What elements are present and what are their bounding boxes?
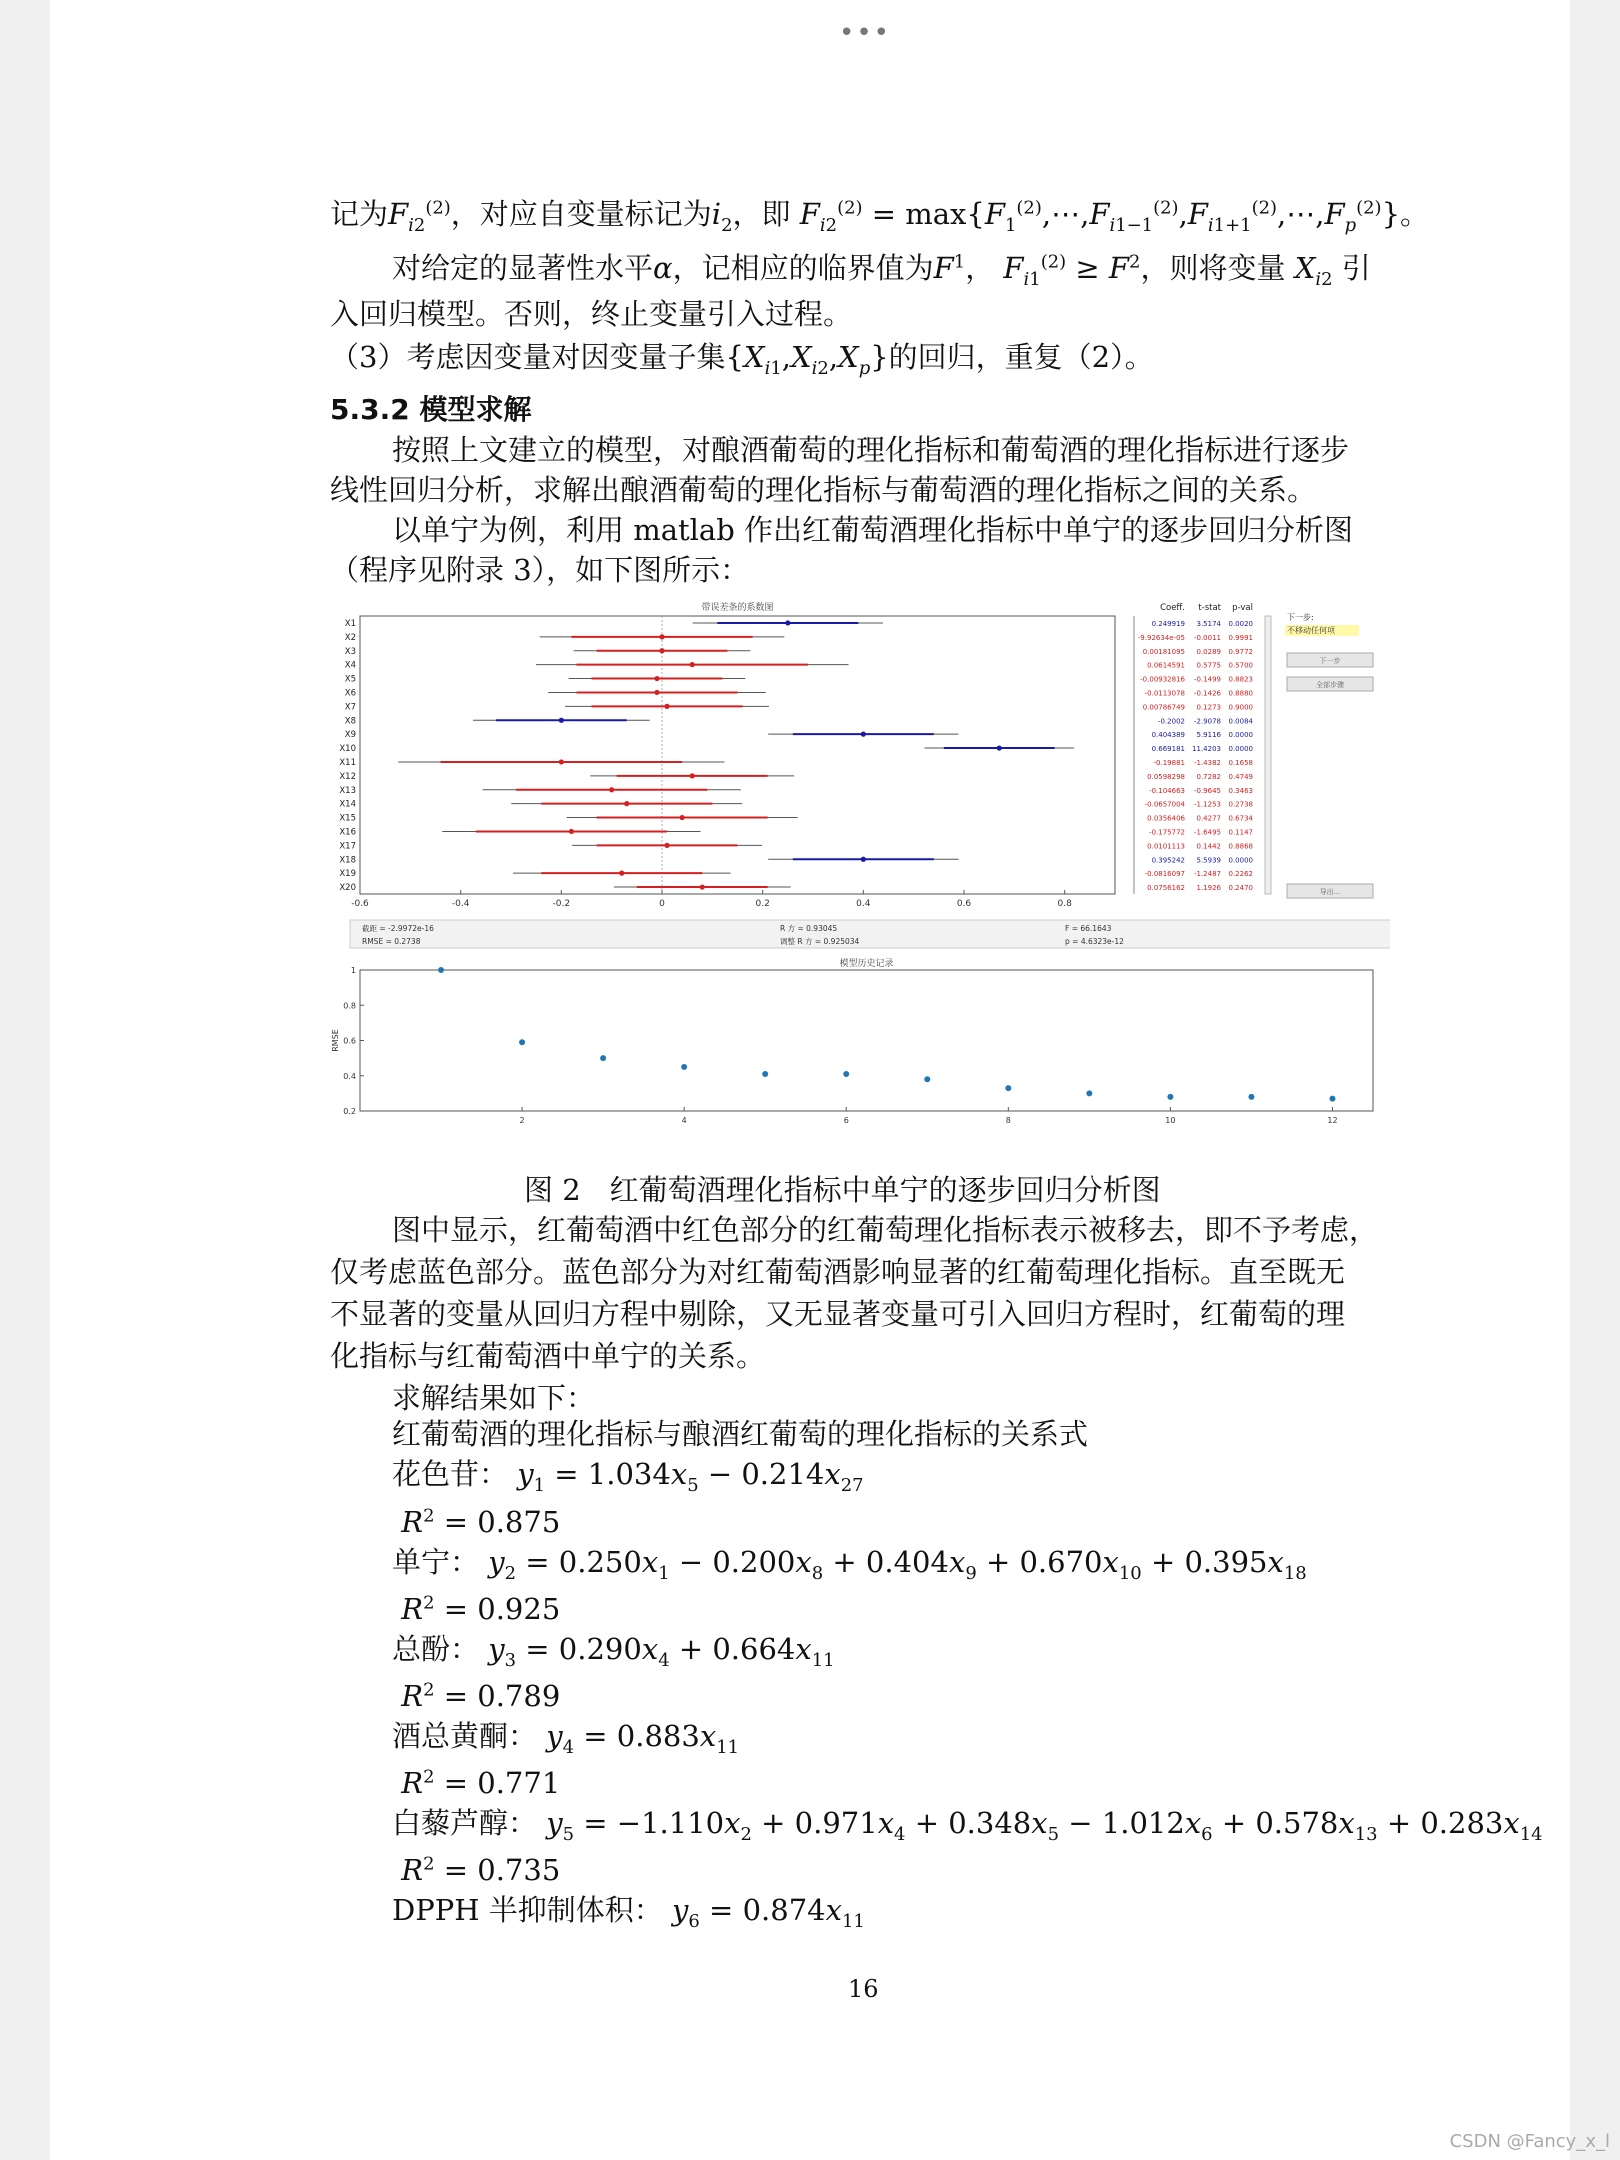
table-cell: 0.6734 bbox=[1228, 814, 1253, 823]
coef-point bbox=[680, 815, 685, 820]
y-tick-label: X20 bbox=[339, 883, 356, 894]
table-cell: -0.104663 bbox=[1149, 786, 1185, 795]
stat-text: p = 4.6323e-12 bbox=[1065, 937, 1124, 946]
x-tick-label: 4 bbox=[681, 1116, 687, 1125]
coefficient-chart bbox=[330, 598, 1390, 950]
x-tick-label: 0.4 bbox=[856, 899, 871, 909]
text-line: 红葡萄酒的理化指标与酿酒红葡萄的理化指标的关系式 bbox=[392, 1417, 1089, 1451]
coef-point bbox=[609, 787, 614, 792]
table-cell: 0.5700 bbox=[1228, 661, 1253, 670]
rmse-point bbox=[1167, 1094, 1173, 1100]
next-step-value: 不移动任何项 bbox=[1287, 626, 1335, 635]
table-cell: -9.92634e-05 bbox=[1137, 633, 1185, 642]
equation: 白藜芦醇： $y_5 = -1.110x_2 + 0.971x_4 + 0.348x_5 - 1.012x_6 + 0.578x_{13} + 0.283x_{14}$ bbox=[392, 1806, 1543, 1845]
y-tick-label: 0.2 bbox=[343, 1107, 356, 1116]
y-tick-label: X10 bbox=[339, 744, 356, 755]
table-cell: -2.9078 bbox=[1193, 717, 1221, 726]
table-cell: -0.1499 bbox=[1193, 675, 1221, 684]
side-button-label: 导出... bbox=[1319, 888, 1341, 896]
coef-point bbox=[861, 732, 866, 737]
rmse-point bbox=[438, 967, 444, 973]
coef-point bbox=[559, 759, 564, 764]
table-cell: 0.9000 bbox=[1228, 703, 1253, 712]
rmse-point bbox=[924, 1076, 930, 1082]
figure-caption: 图 2 红葡萄酒理化指标中单宁的逐步回归分析图 bbox=[524, 1173, 1161, 1207]
plot-frame bbox=[360, 616, 1115, 894]
rmse-point bbox=[600, 1055, 606, 1061]
table-cell: 0.0000 bbox=[1228, 856, 1253, 865]
document-page bbox=[50, 0, 1570, 2160]
table-cell: 0.2262 bbox=[1228, 870, 1253, 879]
y-tick-label: X7 bbox=[344, 702, 356, 713]
y-tick-label: X19 bbox=[339, 869, 356, 880]
table-cell: -0.1426 bbox=[1193, 689, 1221, 698]
text-line: 按照上文建立的模型，对酿酒葡萄的理化指标和葡萄酒的理化指标进行逐步 bbox=[392, 433, 1350, 467]
equation: DPPH 半抑制体积： $y_6 = 0.874x_{11}$ bbox=[392, 1893, 865, 1932]
chart-title: 带误差条的系数图 bbox=[701, 603, 774, 613]
table-cell: 0.2738 bbox=[1228, 800, 1253, 809]
x-tick-label: 10 bbox=[1165, 1116, 1176, 1125]
table-cell: 0.9991 bbox=[1228, 633, 1253, 642]
coef-point bbox=[690, 773, 695, 778]
rmse-point bbox=[1248, 1094, 1254, 1100]
equation: 单宁： $y_2 = 0.250x_1 - 0.200x_8 + 0.404x_9 + 0.670x_{10} + 0.395x_{18}$ bbox=[392, 1545, 1307, 1584]
chart-title: 模型历史记录 bbox=[839, 959, 894, 969]
table-cell: 0.395242 bbox=[1151, 856, 1185, 865]
x-tick-label: 8 bbox=[1005, 1116, 1011, 1125]
table-cell: 0.249919 bbox=[1151, 619, 1185, 628]
table-cell: -0.9645 bbox=[1193, 786, 1221, 795]
coef-point bbox=[664, 704, 669, 709]
y-tick-label: X13 bbox=[339, 785, 356, 796]
table-cell: -0.2002 bbox=[1157, 717, 1185, 726]
r-squared: $R^2 = 0.925$ bbox=[401, 1592, 561, 1626]
table-cell: 0.9772 bbox=[1228, 647, 1253, 656]
table-cell: -0.0816097 bbox=[1144, 870, 1185, 879]
x-tick-label: 2 bbox=[519, 1116, 525, 1125]
menu-dots-icon[interactable]: ••• bbox=[839, 18, 892, 48]
stats-panel bbox=[350, 920, 1390, 948]
text-line: 仅考虑蓝色部分。蓝色部分为对红葡萄酒影响显著的红葡萄理化指标。直至既无 bbox=[330, 1255, 1346, 1289]
coef-point bbox=[659, 648, 664, 653]
rmse-point bbox=[1329, 1096, 1335, 1102]
coef-point bbox=[619, 871, 624, 876]
y-tick-label: X6 bbox=[344, 688, 356, 699]
table-cell: -0.175772 bbox=[1149, 828, 1185, 837]
y-tick-label: X16 bbox=[339, 827, 356, 838]
table-cell: 0.8880 bbox=[1228, 689, 1253, 698]
x-tick-label: -0.2 bbox=[552, 899, 571, 909]
equation: 花色苷： $y_1 = 1.034x_5 - 0.214x_{27}$ bbox=[392, 1457, 864, 1496]
y-tick-label: 0.4 bbox=[343, 1071, 356, 1081]
table-cell: -1.1253 bbox=[1193, 800, 1221, 809]
rmse-point bbox=[519, 1039, 525, 1045]
coef-point bbox=[569, 829, 574, 834]
table-scrollbar bbox=[1265, 616, 1271, 894]
table-cell: -1.6495 bbox=[1193, 828, 1221, 837]
stat-text: R 方 = 0.93045 bbox=[780, 924, 838, 933]
y-tick-label: X8 bbox=[344, 716, 356, 727]
y-tick-label: X9 bbox=[344, 730, 356, 741]
r-squared: $R^2 = 0.875$ bbox=[401, 1505, 561, 1539]
stat-text: RMSE = 0.2738 bbox=[362, 937, 421, 946]
table-header: p-val bbox=[1232, 603, 1253, 613]
text-line: 记为$F_{i2}^{(2)}$，对应自变量标记为$i_2$，即 $F_{i2}^{(2)}$ = $\max\{F_1^{(2)},\cdots,F_{i1-1}^{(2)},F_{i1+1}^{(2)},\cdots,F_p^{(2)}\}$。 bbox=[330, 197, 1430, 236]
x-tick-label: 0.6 bbox=[956, 899, 972, 909]
table-cell: 0.0020 bbox=[1228, 619, 1253, 628]
y-tick-label: 0.6 bbox=[343, 1036, 356, 1046]
table-cell: -1.4382 bbox=[1193, 758, 1221, 767]
text-line: 线性回归分析，求解出酿酒葡萄的理化指标与葡萄酒的理化指标之间的关系。 bbox=[330, 473, 1317, 507]
table-cell: 0.404389 bbox=[1151, 731, 1185, 740]
stat-text: 调整 R 方 = 0.925034 bbox=[780, 937, 860, 946]
watermark: CSDN @Fancy_x_l bbox=[1449, 2131, 1610, 2152]
table-cell: 0.0356406 bbox=[1147, 814, 1185, 823]
table-cell: 0.00181095 bbox=[1142, 647, 1185, 656]
coef-point bbox=[700, 884, 705, 889]
y-tick-label: X3 bbox=[344, 646, 356, 657]
table-cell: 0.00786749 bbox=[1142, 703, 1185, 712]
table-cell: 0.8823 bbox=[1228, 675, 1253, 684]
model-history-chart bbox=[330, 956, 1375, 1126]
y-tick-label: X18 bbox=[339, 855, 356, 866]
table-header: Coeff. bbox=[1160, 603, 1185, 613]
table-cell: 0.1147 bbox=[1228, 828, 1253, 837]
rmse-point bbox=[843, 1071, 849, 1077]
x-tick-label: 0.2 bbox=[755, 899, 770, 909]
page-number: 16 bbox=[848, 1975, 879, 2003]
rmse-point bbox=[1086, 1090, 1092, 1096]
y-axis-label: RMSE bbox=[331, 1029, 340, 1052]
table-cell: -0.0113078 bbox=[1144, 689, 1185, 698]
y-tick-label: X15 bbox=[339, 813, 356, 824]
text-line: 对给定的显著性水平α，记相应的临界值为$F^1$， $F_{i1}^{(2)} \ge F^2$，则将变量 $X_{i2}$ 引 bbox=[392, 251, 1371, 290]
y-tick-label: X11 bbox=[339, 757, 356, 768]
stat-text: 截距 = -2.9972e-16 bbox=[362, 924, 434, 933]
y-tick-label: X12 bbox=[339, 771, 356, 782]
table-cell: 1.1926 bbox=[1196, 884, 1221, 893]
coef-point bbox=[690, 662, 695, 667]
table-cell: 0.0289 bbox=[1196, 647, 1221, 656]
table-cell: 0.0598298 bbox=[1147, 772, 1185, 781]
y-tick-label: X14 bbox=[339, 799, 356, 810]
table-cell: -1.2487 bbox=[1193, 870, 1221, 879]
table-cell: 0.5775 bbox=[1196, 661, 1221, 670]
y-tick-label: X5 bbox=[344, 674, 356, 685]
plot-frame bbox=[360, 970, 1373, 1111]
coef-point bbox=[997, 745, 1002, 750]
stat-text: F = 66.1643 bbox=[1065, 924, 1112, 933]
table-cell: 5.9116 bbox=[1196, 731, 1221, 740]
r-squared: $R^2 = 0.735$ bbox=[401, 1853, 561, 1887]
x-tick-label: 12 bbox=[1327, 1116, 1338, 1125]
text-line: 以单宁为例，利用 matlab 作出红葡萄酒理化指标中单宁的逐步回归分析图 bbox=[392, 513, 1354, 547]
table-cell: 0.0614591 bbox=[1147, 661, 1185, 670]
table-cell: -0.0011 bbox=[1193, 633, 1221, 642]
table-cell: -0.00932816 bbox=[1140, 675, 1185, 684]
coef-point bbox=[624, 801, 629, 806]
side-button-label: 下一步 bbox=[1319, 657, 1341, 665]
table-cell: 11.4203 bbox=[1192, 745, 1221, 754]
table-cell: 0.1273 bbox=[1196, 703, 1221, 712]
table-cell: 0.3463 bbox=[1228, 786, 1253, 795]
table-cell: 0.8868 bbox=[1228, 842, 1253, 851]
r-squared: $R^2 = 0.771$ bbox=[401, 1766, 561, 1800]
text-line: 化指标与红葡萄酒中单宁的关系。 bbox=[330, 1339, 766, 1373]
rmse-point bbox=[762, 1071, 768, 1077]
text-line: 图中显示，红葡萄酒中红色部分的红葡萄理化指标表示被移去，即不予考虑， bbox=[392, 1213, 1379, 1247]
table-cell: 0.4277 bbox=[1196, 814, 1221, 823]
rmse-point bbox=[681, 1064, 687, 1070]
table-cell: 0.4749 bbox=[1228, 772, 1253, 781]
text-line: （程序见附录 3），如下图所示： bbox=[330, 553, 750, 587]
side-button-label: 全部步骤 bbox=[1316, 681, 1344, 689]
equation: 总酚： $y_3 = 0.290x_4 + 0.664x_{11}$ bbox=[392, 1632, 835, 1671]
table-cell: 0.0000 bbox=[1228, 731, 1253, 740]
y-tick-label: 0.8 bbox=[343, 1001, 356, 1011]
next-step-label: 下一步: bbox=[1287, 613, 1314, 622]
x-tick-label: -0.4 bbox=[451, 899, 470, 909]
coef-point bbox=[785, 620, 790, 625]
side-button[interactable] bbox=[1287, 677, 1373, 691]
coef-point bbox=[559, 718, 564, 723]
rmse-point bbox=[1005, 1085, 1011, 1091]
table-cell: 0.669181 bbox=[1151, 745, 1185, 754]
y-tick-label: X17 bbox=[339, 841, 356, 852]
y-tick-label: X1 bbox=[344, 618, 356, 629]
text-line: 不显著的变量从回归方程中剔除，又无显著变量可引入回归方程时，红葡萄的理 bbox=[330, 1297, 1346, 1331]
r-squared: $R^2 = 0.789$ bbox=[401, 1679, 561, 1713]
section-heading: 5.3.2 模型求解 bbox=[330, 393, 532, 426]
table-cell: 3.5174 bbox=[1196, 619, 1221, 628]
table-cell: 5.5939 bbox=[1196, 856, 1221, 865]
table-header: t-stat bbox=[1198, 603, 1221, 613]
y-tick-label: X4 bbox=[344, 660, 356, 671]
coef-point bbox=[861, 857, 866, 862]
coef-point bbox=[654, 676, 659, 681]
table-cell: 0.1658 bbox=[1228, 758, 1253, 767]
coef-point bbox=[664, 843, 669, 848]
table-cell: 0.0000 bbox=[1228, 745, 1253, 754]
text-line: 求解结果如下： bbox=[392, 1381, 596, 1415]
x-tick-label: 0 bbox=[659, 899, 665, 909]
table-cell: 0.0101113 bbox=[1147, 842, 1185, 851]
text-line: 入回归模型。否则，终止变量引入过程。 bbox=[330, 297, 853, 331]
table-cell: 0.1442 bbox=[1196, 842, 1221, 851]
y-tick-label: 1 bbox=[350, 966, 356, 975]
table-cell: 0.0756162 bbox=[1147, 884, 1185, 893]
equation: 酒总黄酮： $y_4 = 0.883x_{11}$ bbox=[392, 1719, 740, 1758]
table-cell: -0.19881 bbox=[1153, 758, 1185, 767]
side-button[interactable] bbox=[1287, 653, 1373, 667]
side-button[interactable] bbox=[1287, 884, 1373, 898]
y-tick-label: X2 bbox=[344, 632, 356, 643]
table-cell: 0.7282 bbox=[1196, 772, 1221, 781]
table-cell: 0.0084 bbox=[1228, 717, 1253, 726]
text-line: （3）考虑因变量对因变量子集$\{X_{i1},X_{i2},X_p\}$的回归，重复（2）。 bbox=[330, 340, 1154, 379]
x-tick-label: 6 bbox=[843, 1116, 849, 1125]
x-tick-label: 0.8 bbox=[1057, 899, 1072, 909]
x-tick-label: -0.6 bbox=[351, 899, 369, 909]
table-cell: -0.0657004 bbox=[1144, 800, 1185, 809]
coef-point bbox=[654, 690, 659, 695]
coef-point bbox=[659, 634, 664, 639]
table-cell: 0.2470 bbox=[1228, 884, 1253, 893]
